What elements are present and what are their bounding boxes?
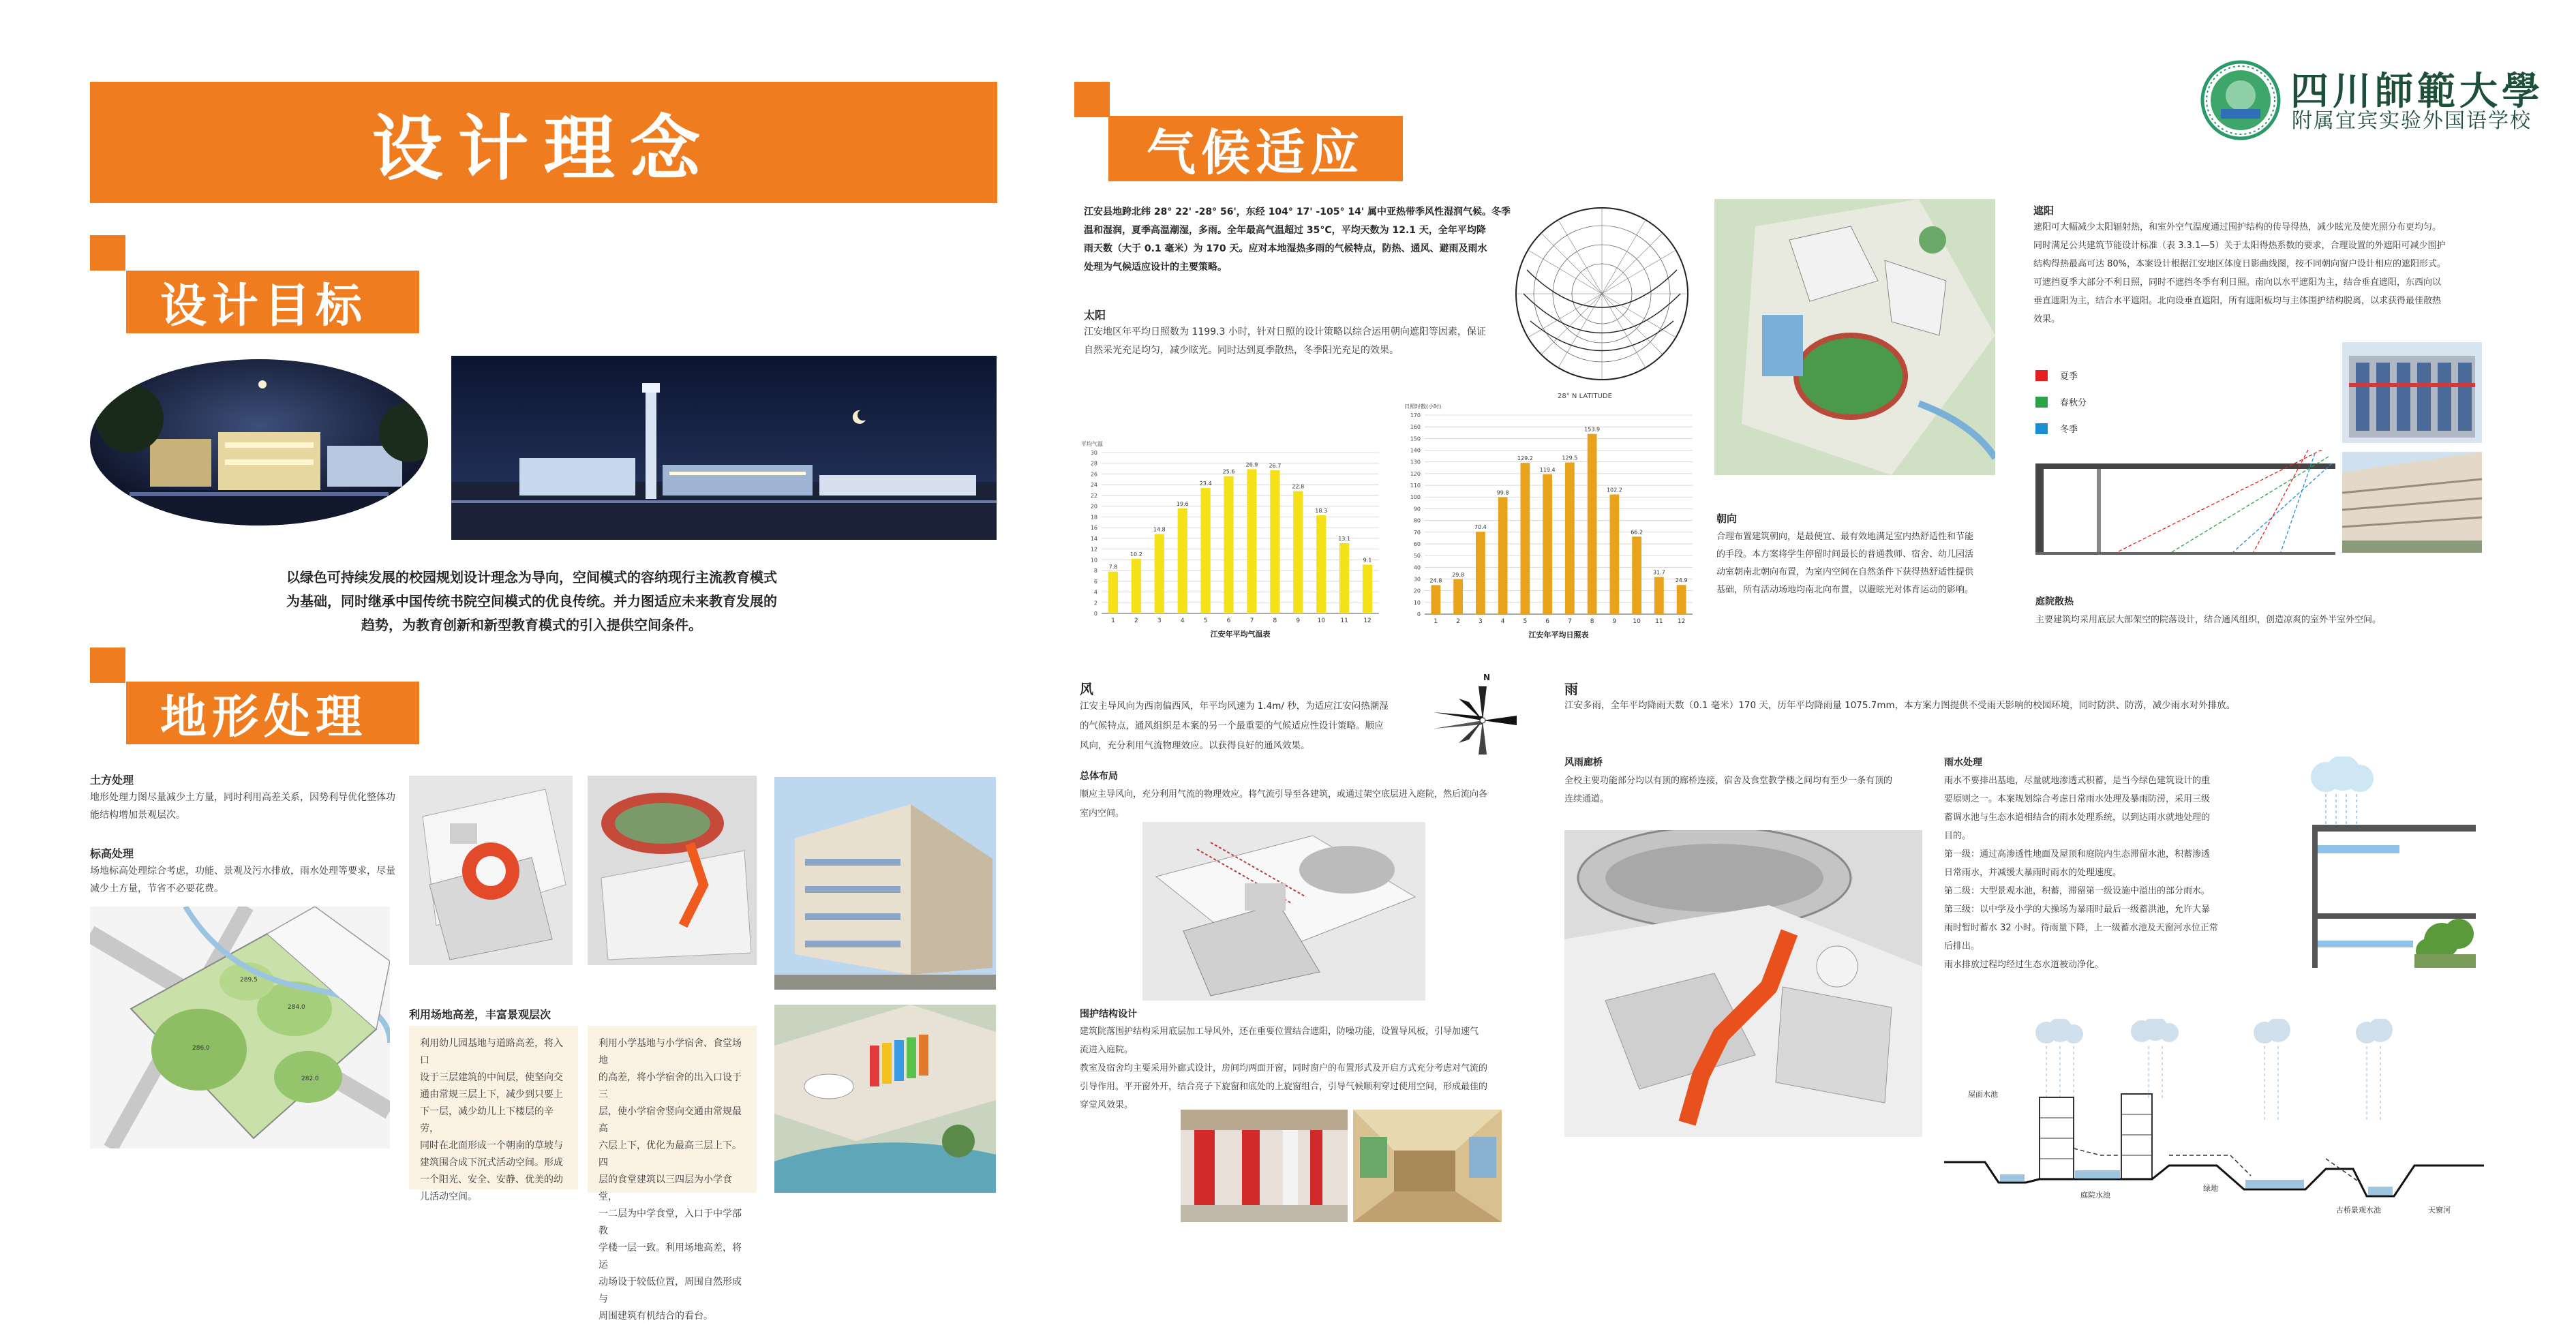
bar-value-label: 22.8	[1292, 483, 1305, 490]
terrain-banner	[126, 682, 419, 744]
y-tick-label: 8	[1093, 568, 1097, 575]
corridor-photo-red	[1181, 1110, 1348, 1222]
note-line: 周围建筑有机结合的看台。	[598, 1311, 713, 1322]
rain-label-roof-pool: 屋面水池	[1968, 1090, 1998, 1099]
goal-banner	[126, 271, 419, 333]
site-aerial-plan	[1714, 199, 1995, 475]
y-tick-label: 140	[1410, 447, 1421, 454]
y-tick-label: 110	[1410, 483, 1421, 489]
rainwater-line: 要原则之一。本案规划综合考虑日常雨水处理及暴雨防涝，采用三级	[1944, 794, 2211, 804]
envelope-line: 建筑院落围护结构采用底层加工导风外，还在重要位置结合遮阳，防噪功能，设置导风板，引导加速气	[1080, 1026, 1479, 1037]
x-tick-label: 9	[1296, 618, 1301, 624]
x-tick-label: 3	[1157, 618, 1162, 624]
terrain-accent-square	[90, 648, 125, 683]
bar	[1632, 536, 1641, 614]
note-line: 儿活动空间。	[420, 1191, 477, 1202]
bar-value-label: 10.2	[1130, 551, 1142, 558]
corridor-line: 连续通道。	[1564, 794, 1609, 804]
shading-heading: 遮阳	[2033, 204, 2055, 217]
envelope-heading: 围护结构设计	[1080, 1009, 1137, 1020]
elevation-line: 减少土方量，节省不必要花费。	[90, 883, 224, 894]
shading-line: 遮阳可大幅减少太阳辐射热，和室外空气温度通过围护结构的传导得热，减少眩光及使光照分布更均匀。	[2033, 222, 2442, 232]
sun-line: 自然采光充足均匀，减少眩光。同时达到夏季散热，冬季阳光充足的效果。	[1084, 345, 1399, 356]
x-tick-label: 11	[1655, 618, 1663, 625]
envelope-line: 穿堂风效果。	[1080, 1100, 1134, 1110]
rainwater-line: 雨水排放过程均经过生态水道被动净化。	[1944, 960, 2104, 970]
x-tick-label: 5	[1203, 618, 1208, 624]
x-tick-label: 5	[1523, 618, 1528, 625]
svg-text:286.0: 286.0	[192, 1045, 210, 1052]
intro-line: 江安县地跨北纬 28° 22' -28° 56'，东经 104° 17' -105° 14' 属中亚热带季风性湿润气候。冬季	[1084, 207, 1511, 217]
x-tick-label: 2	[1134, 618, 1138, 624]
envelope-line: 引导作用。平开窗外开，结合亮子下旋窗和底处的上旋窗组合，引导气候顺利穿过使用空间，形成最佳的	[1080, 1082, 1488, 1092]
y-tick-label: 70	[1413, 529, 1421, 536]
y-tick-label: 10	[1413, 599, 1421, 606]
x-axis-label: 江安年平均日照表	[1528, 630, 1589, 639]
legend-winter-swatch	[2035, 423, 2048, 434]
y-axis-label: 日照时数(小时)	[1404, 403, 1442, 410]
bar	[1339, 543, 1349, 613]
envelope-line: 教室及宿舍均主要采用外廊式设计，房间均两面开窗，同时窗户的布置形式及开启方式充分考虑对气流的	[1080, 1063, 1488, 1073]
terrain-title: 地形处理	[160, 690, 368, 744]
y-tick-label: 120	[1410, 470, 1421, 477]
bar-value-label: 7.8	[1108, 564, 1118, 570]
note-line: 层，使小学宿舍竖向交通由常规最高	[598, 1106, 742, 1134]
bar	[1654, 577, 1664, 614]
note-line: 学楼一层一致。利用场地高差，将运	[598, 1243, 742, 1270]
x-tick-label: 8	[1273, 618, 1277, 624]
school-logo	[2200, 60, 2281, 140]
note-line: 利用小学基地与小学宿舍、食堂场地	[598, 1038, 742, 1066]
rainwater-line: 第一级：通过高渗透性地面及屋顶和庭院内生态滞留水池，积蓄渗透	[1944, 849, 2211, 859]
rainwater-line: 雨时暂时蓄水 32 小时。待雨量下降，上一级蓄水池及天窗河水位正常	[1944, 923, 2218, 933]
bar	[1178, 508, 1187, 613]
shading-line: 结构得热最高可达 80%，本案设计根据江安地区体度日影曲线图，按不同朝向窗户设计相应的遮阳形式。	[2033, 259, 2446, 269]
note-line: 下一层，减少幼儿上下楼层的辛劳，	[420, 1106, 554, 1134]
campus-aerial-colorful-image	[774, 1005, 996, 1193]
bar	[1588, 434, 1597, 614]
bar-value-label: 26.9	[1245, 461, 1258, 468]
y-tick-label: 16	[1090, 525, 1097, 532]
bar-value-label: 19.6	[1176, 500, 1189, 507]
bar	[1363, 564, 1372, 613]
corridor-line: 全校主要功能部分均以有顶的廊桥连接，宿舍及食堂教学楼之间均有至少一条有顶的	[1564, 776, 1893, 786]
y-tick-label: 28	[1090, 460, 1097, 467]
rainwater-line: 后排出。	[1944, 941, 1980, 951]
envelope-line: 流进入庭院。	[1080, 1045, 1134, 1055]
y-tick-label: 24	[1090, 482, 1097, 489]
corridor-heading: 风雨廊桥	[1564, 757, 1603, 768]
bar	[1609, 494, 1619, 614]
rainwater-text	[1944, 772, 2218, 974]
y-tick-label: 80	[1413, 517, 1421, 524]
bar-value-label: 99.8	[1496, 489, 1509, 496]
goal-line: 以绿色可持续发展的校园规划设计理念为导向，空间模式的容纳现行主流教育模式	[286, 569, 777, 585]
rain-tank-diagram	[2285, 757, 2486, 981]
wind-line: 风向，充分利用气流物理效应。以获得良好的通风效果。	[1080, 740, 1310, 751]
note-line: 的高差，将小学宿舍的出入口设于三	[598, 1072, 742, 1100]
svg-text:289.5: 289.5	[240, 977, 258, 984]
rainwater-line: 目的。	[1944, 831, 1971, 841]
note-line: 动场设于较低位置，周围自然形成与	[598, 1277, 742, 1305]
sports-field-model-image	[588, 776, 757, 965]
sun-diagram-label: 28° N LATITUDE	[1558, 393, 1612, 400]
bar-value-label: 153.9	[1584, 426, 1601, 433]
y-tick-label: 0	[1416, 611, 1421, 618]
y-tick-label: 12	[1090, 546, 1097, 553]
shading-line: 垂直遮阳为主，结合水平遮阳。北向设垂直遮阳，所有遮阳板均与主体围护结构脱离，以求获得最佳散热	[2033, 296, 2442, 306]
courtyard-text	[2035, 611, 2381, 629]
earthwork-heading: 土方处理	[90, 774, 134, 787]
note-line: 一二层为中学食堂，入口于中学部教	[598, 1208, 742, 1236]
elevation-line: 场地标高处理综合考虑，功能、景观及污水排放，雨水处理等要求，尽量	[90, 866, 395, 877]
bar	[1316, 515, 1326, 613]
bar-value-label: 70.4	[1474, 524, 1487, 531]
bar-value-label: 24.8	[1429, 577, 1442, 584]
shading-text	[2033, 218, 2446, 329]
note-line: 层的食堂建筑以三四层为小学食堂，	[598, 1174, 732, 1202]
y-tick-label: 26	[1090, 471, 1097, 478]
x-tick-label: 1	[1434, 618, 1438, 625]
legend-summer-label: 夏季	[2060, 371, 2078, 382]
envelope-text	[1080, 1022, 1487, 1114]
university-name: 四川師範大學	[2290, 69, 2544, 114]
wind-line: 江安主导风向为西南偏西风，年平均风速为 1.4m/ 秒，为适应江安闷热潮湿	[1080, 701, 1389, 712]
y-tick-label: 20	[1413, 588, 1421, 594]
climate-title: 气候适应	[1146, 124, 1365, 181]
y-tick-label: 30	[1413, 576, 1421, 583]
x-tick-label: 1	[1111, 618, 1115, 624]
shading-facade-photo-bottom	[2342, 452, 2482, 553]
bar	[1520, 463, 1530, 614]
shading-line: 同时满足公共建筑节能设计标准（表 3.3.1—5）关于太阳得热系数的要求，合理设置的外遮阳可减少围护	[2033, 241, 2446, 251]
night-campus-oval-image	[89, 357, 429, 528]
intro-line: 雨天数（大于 0.1 毫米）为 170 天。应对本地湿热多雨的气候特点，防热、通风、避雨及雨水	[1084, 243, 1487, 254]
x-tick-label: 10	[1317, 618, 1325, 624]
note-line: 同时在北面形成一个朝南的草坡与	[420, 1140, 563, 1151]
y-tick-label: 60	[1413, 540, 1421, 547]
note-line: 设于三层建筑的中间层，使坚向交	[420, 1072, 563, 1083]
layout-line: 顺应主导风向，充分利用气流的物理效应。将气流引导至各建筑，或通过架空底层进入庭院，然后流向各	[1080, 789, 1488, 799]
y-tick-label: 90	[1413, 506, 1421, 513]
bar-value-label: 14.8	[1153, 526, 1166, 533]
compass-north-label: N	[1483, 673, 1491, 682]
intro-line: 处理为气候适应设计的主要策略。	[1084, 262, 1227, 273]
y-tick-label: 20	[1090, 503, 1097, 510]
y-tick-label: 0	[1093, 611, 1097, 617]
shading-line: 效果。	[2033, 314, 2061, 324]
rainwater-heading: 雨水处理	[1944, 757, 1982, 768]
sun-text	[1084, 323, 1486, 360]
orientation-heading: 朝向	[1716, 513, 1738, 525]
y-tick-label: 100	[1410, 494, 1421, 501]
y-tick-label: 18	[1090, 514, 1097, 521]
x-tick-label: 7	[1568, 618, 1572, 625]
bar	[1453, 579, 1463, 614]
rainwater-line: 蓄调水池与生态水道相结合的雨水处理系统，以到达雨水就地处理的	[1944, 812, 2211, 823]
x-tick-label: 8	[1590, 618, 1594, 625]
legend-spring-autumn	[2035, 395, 2087, 408]
x-tick-label: 6	[1545, 618, 1549, 625]
bar	[1108, 572, 1118, 613]
layout-heading: 总体布局	[1080, 771, 1118, 782]
wind-line: 的气候特点，通风组织是本案的另一个最重要的气候适应性设计策略。顺应	[1080, 720, 1384, 731]
y-tick-label: 10	[1090, 557, 1097, 564]
x-tick-label: 6	[1226, 618, 1231, 624]
legend-summer-swatch	[2035, 370, 2048, 381]
y-tick-label: 40	[1413, 564, 1421, 571]
note-line: 建筑围合成下沉式活动空间。形成	[420, 1157, 563, 1168]
earthwork-line: 地形处理力图尽量减少土方量，同时利用高差关系，因势利导优化整体功	[90, 792, 395, 803]
bar-value-label: 9.1	[1363, 557, 1372, 564]
bar	[1132, 559, 1141, 613]
orientation-text	[1716, 528, 1973, 599]
note-line: 六层上下，优化为最高三层上下。四	[598, 1140, 742, 1168]
corridor-text	[1564, 772, 1892, 808]
goal-accent-square	[90, 235, 125, 271]
rain-text	[1564, 697, 2235, 715]
compass-rose-icon	[1428, 673, 1520, 763]
building-facade-image	[774, 777, 996, 990]
landscape-heading: 利用场地高差，丰富景观层次	[409, 1008, 551, 1021]
rain-label-courtyard-pool: 庭院水池	[2080, 1191, 2110, 1200]
legend-winter	[2035, 422, 2078, 435]
climate-intro	[1084, 203, 1511, 277]
school-name: 附属宜宾实验外国语学校	[2292, 109, 2532, 133]
rainwater-line: 日常雨水，并减缓大暴雨时雨水的处理速度。	[1944, 868, 2122, 878]
rain-label-landscape-pool: 古桥景观水池	[2336, 1206, 2381, 1215]
sunshine-chart-svg	[1397, 403, 1701, 641]
x-tick-label: 3	[1479, 618, 1483, 625]
bar-value-label: 13.1	[1338, 535, 1351, 542]
night-campus-tower-image	[451, 356, 997, 540]
rain-label-green: 绿地	[2203, 1184, 2218, 1193]
legend-winter-label: 冬季	[2060, 425, 2078, 435]
terrain-site-plan	[90, 907, 390, 1148]
orientation-line: 基础，所有活动场地均南北向布置，以避眩光对体育运动的影响。	[1716, 585, 1974, 595]
svg-text:282.0: 282.0	[301, 1076, 319, 1082]
y-tick-label: 50	[1413, 553, 1421, 560]
sun-line: 江安地区年平均日照数为 1199.3 小时，针对日照的设计策略以综合运用朝向遮阳等因素，保证	[1084, 326, 1486, 337]
y-tick-label: 14	[1090, 535, 1097, 542]
svg-text:284.0: 284.0	[288, 1004, 305, 1011]
bar-value-label: 119.4	[1539, 466, 1556, 473]
bar	[1293, 491, 1303, 613]
x-tick-label: 2	[1456, 618, 1460, 625]
goal-line: 为基础，同时继承中国传统书院空间模式的优良传统。并力图适应未来教育发展的	[286, 593, 777, 609]
shading-line: 可遮挡夏季大部分不利日照，同时不遮挡冬季有利日照。南向以水平遮阳为主，结合垂直遮阳，东西向以	[2033, 277, 2442, 288]
bar-value-label: 29.8	[1452, 571, 1465, 578]
y-tick-label: 150	[1410, 436, 1421, 442]
y-axis-label: 平均气温	[1081, 441, 1103, 447]
courtyard-line: 主要建筑均采用底层大部架空的院落设计，结合通风组织，创造凉爽的室外半室外空间。	[2035, 615, 2382, 625]
y-tick-label: 130	[1410, 459, 1421, 466]
rainwater-line: 雨水不要排出基地，尽量就地渗透式积蓄，是当今绿色建筑设计的重	[1944, 776, 2211, 786]
x-tick-label: 12	[1363, 618, 1372, 624]
x-axis-label: 江安年平均气温表	[1210, 630, 1271, 639]
y-tick-label: 170	[1410, 412, 1421, 418]
bar-value-label: 23.4	[1199, 480, 1212, 487]
bar-value-label: 66.2	[1631, 529, 1643, 536]
bar-value-label: 25.6	[1222, 468, 1235, 475]
rain-heading: 雨	[1564, 681, 1578, 697]
temperature-chart-svg	[1077, 436, 1387, 641]
layout-line: 室内空间。	[1080, 808, 1125, 819]
bar	[1270, 470, 1279, 613]
goal-line: 趋势，为教育创新和新型教育模式的引入提供空间条件。	[361, 617, 702, 633]
bar	[1498, 498, 1508, 614]
bar	[1565, 463, 1575, 614]
layout-text	[1080, 785, 1487, 823]
intro-line: 温和湿润，夏季高温潮湿，多雨。全年最高气温超过 35°C，平均天数为 12.1 天，全年平均降	[1084, 225, 1486, 236]
x-tick-label: 11	[1340, 618, 1348, 624]
bar	[1201, 488, 1211, 613]
design-concept-title: 设计理念	[372, 107, 716, 190]
bar-value-label: 129.5	[1562, 455, 1578, 461]
wind-model-grayscale-image	[1142, 822, 1425, 1001]
y-tick-label: 2	[1093, 600, 1097, 607]
y-tick-label: 6	[1093, 578, 1097, 585]
temperature-chart	[1077, 436, 1387, 641]
legend-summer	[2035, 369, 2078, 382]
y-tick-label: 160	[1410, 424, 1421, 431]
bar	[1677, 585, 1686, 614]
x-tick-label: 12	[1677, 618, 1686, 625]
climate-accent-square	[1074, 82, 1110, 117]
earthwork-text	[90, 789, 395, 824]
x-tick-label: 9	[1612, 618, 1617, 625]
bar-value-label: 102.2	[1606, 487, 1622, 493]
x-tick-label: 4	[1500, 618, 1505, 625]
sun-heading: 太阳	[1084, 309, 1106, 322]
covered-bridge-model-image	[1564, 830, 1922, 1137]
sunshine-chart	[1397, 393, 1701, 641]
rainwater-line: 第二级：大型景观水池，积蓄，滞留第一级设施中溢出的部分雨水。	[1944, 886, 2211, 896]
x-tick-label: 10	[1633, 618, 1641, 625]
elevation-text	[90, 862, 395, 898]
design-concept-banner	[90, 82, 997, 203]
primary-school-note	[588, 1026, 757, 1322]
bar	[1155, 534, 1164, 613]
rainwater-line: 第三级：以中学及小学的大操场为暴雨时最后一级蓄洪池，允许大暴	[1944, 904, 2211, 915]
sun-path-diagram	[1510, 202, 1694, 386]
orientation-line: 的手段。本方案将学生停留时间最长的普通教师、宿舍、幼儿园活	[1716, 549, 1974, 560]
corridor-photo-interior	[1353, 1110, 1502, 1222]
goal-description	[286, 566, 777, 637]
bar	[1247, 469, 1256, 613]
earthwork-line: 能结构增加景观层次。	[90, 810, 185, 821]
legend-spring-autumn-swatch	[2035, 397, 2048, 408]
courtyard-heading: 庭院散热	[2035, 596, 2074, 607]
x-tick-label: 7	[1249, 618, 1254, 624]
bar-value-label: 129.2	[1517, 455, 1533, 462]
kindergarten-note	[409, 1026, 578, 1202]
legend-spring-autumn-label: 春秋分	[2060, 398, 2087, 408]
climate-banner	[1108, 116, 1403, 181]
shading-facade-photo-top	[2342, 342, 2482, 443]
rain-line: 江安多雨，全年平均降雨天数（0.1 毫米）170 天，历年平均降雨量 1075.7mm，本方案力图提供不受雨天影响的校园环境，同时防洪、防涝，减少雨水对外排放。	[1564, 700, 2236, 711]
orientation-line: 动室朝南北朝向布置，为室内空间在自然条件下获得热舒适性提供	[1716, 567, 1974, 577]
bar	[1543, 474, 1552, 614]
note-line: 通由常规三层上下，减少到只要上	[420, 1089, 563, 1100]
orientation-line: 合理布置建筑朝向，是最便宜、最有效地满足室内热舒适性和节能	[1716, 532, 1974, 542]
note-line: 利用幼儿园基地与道路高差，将入口	[420, 1038, 563, 1066]
y-tick-label: 30	[1090, 450, 1097, 456]
rain-section-diagram	[1944, 1019, 2484, 1220]
elevation-heading: 标高处理	[90, 847, 134, 860]
bar-value-label: 31.7	[1652, 569, 1665, 576]
bar-value-label: 18.3	[1315, 508, 1328, 515]
kindergarten-model-image	[409, 776, 573, 965]
bar-value-label: 24.9	[1675, 577, 1688, 584]
wind-heading: 风	[1080, 681, 1093, 697]
bar	[1224, 476, 1233, 613]
rain-label-river: 天窗河	[2428, 1206, 2451, 1215]
y-tick-label: 4	[1093, 589, 1097, 596]
goal-title: 设计目标	[160, 279, 368, 333]
y-tick-label: 22	[1090, 492, 1097, 499]
wind-text	[1080, 697, 1389, 756]
note-line: 一个阳光、安全、安静、优美的幼	[420, 1174, 563, 1185]
bar	[1431, 585, 1440, 614]
shading-section-diagram	[2035, 450, 2335, 562]
bar	[1476, 532, 1485, 614]
x-tick-label: 4	[1180, 618, 1185, 624]
bar-value-label: 26.7	[1269, 462, 1282, 469]
